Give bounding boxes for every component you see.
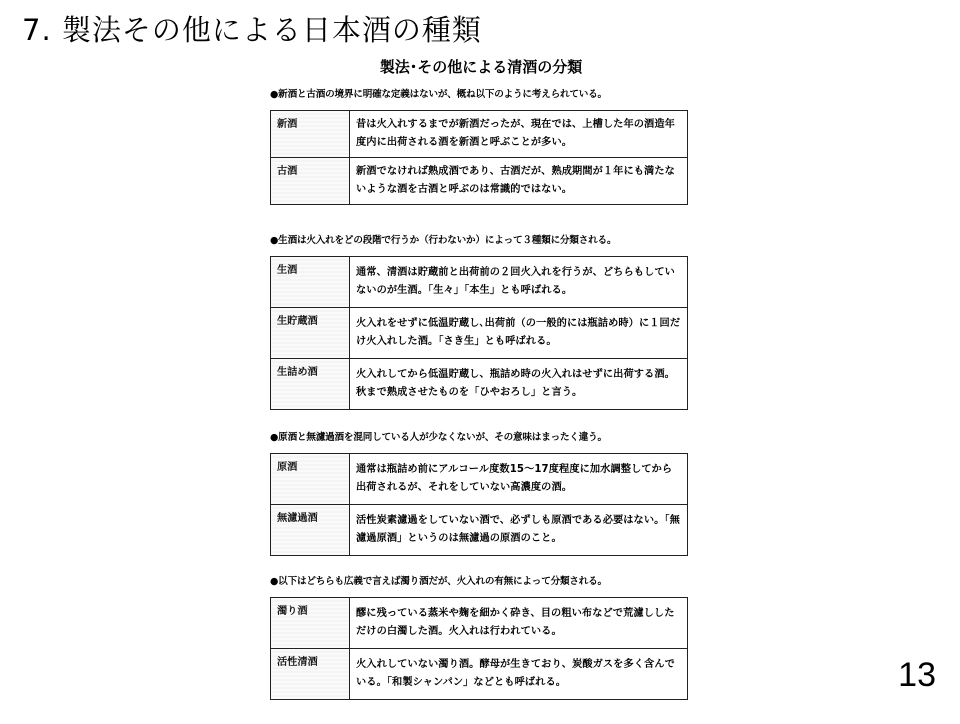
term-cell: 原酒 [271,454,350,505]
term-cell: 生貯蔵酒 [271,308,350,359]
description-cell: 昔は火入れするまでが新酒だったが、現在では、上槽した年の酒造年度内に出荷される酒を新酒と呼ぶことが多い。 [350,111,688,158]
section-new-old-sake [266,86,688,205]
section-genshu-muroka [266,429,688,556]
section-note: ●原酒と無濾過酒を混同している人が少なくないが、その意味はまったく違う。 [270,432,607,443]
description-cell: 通常、清酒は貯蔵前と出荷前の２回火入れを行うが、どちらもしていないのが生酒。「生々」「本生」とも呼ばれる。 [350,257,688,308]
classification-table [270,256,688,410]
term-cell: 古酒 [271,158,350,205]
term-cell: 新酒 [271,111,350,158]
section-nama-sake [266,232,688,410]
table-row [271,308,688,359]
description-cell: 火入れしていない濁り酒。酵母が生きており、炭酸ガスを多く含んでいる。「和製シャンパン」などとも呼ばれる。 [350,649,688,700]
table-row [271,359,688,410]
section-note: ●生酒は火入れをどの段階で行うか（行わないか）によって３種類に分類される。 [270,235,617,246]
term-cell: 生酒 [271,257,350,308]
table-row [271,505,688,556]
classification-table [270,453,688,556]
section-note: ●新酒と古酒の境界に明確な定義はないが、概ね以下のように考えられている。 [270,89,607,100]
description-cell: 火入れしてから低温貯蔵し、瓶詰め時の火入れはせずに出荷する酒。秋まで熟成させたものを「ひやおろし」と言う。 [350,359,688,410]
table-row [271,598,688,649]
table-row [271,454,688,505]
table-row [271,649,688,700]
description-cell: 火入れをせずに低温貯蔵し､出荷前（の一般的には瓶詰め時）に１回だけ火入れした酒。「さき生」とも呼ばれる。 [350,308,688,359]
description-cell: 醪に残っている蒸米や麹を細かく砕き、目の粗い布などで荒濾ししただけの白濁した酒。火入れは行われている。 [350,598,688,649]
document-title: 製法･その他による清酒の分類 [379,58,583,76]
description-cell: 活性炭素濾過をしていない酒で、必ずしも原酒である必要はない。「無濾過原酒」というのは無濾過の原酒のこと。 [350,505,688,556]
term-cell: 無濾過酒 [271,505,350,556]
page-number: 13 [898,656,936,694]
term-cell: 濁り酒 [271,598,350,649]
term-cell: 活性清酒 [271,649,350,700]
table-row [271,158,688,205]
description-cell: 通常は瓶詰め前にアルコール度数15～17度程度に加水調整してから出荷されるが、それをしていない高濃度の酒。 [350,454,688,505]
classification-table [270,597,688,700]
description-cell: 新酒でなければ熟成酒であり、古酒だが、熟成期間が１年にも満たないような酒を古酒と呼ぶのは常識的ではない。 [350,158,688,205]
slide-title: 7. 製法その他による日本酒の種類 [22,13,482,47]
table-row [271,111,688,158]
scanned-document [266,50,696,708]
section-note: ●以下はどちらも広義で言えば濁り酒だが、火入れの有無によって分類される。 [270,576,607,587]
term-cell: 生詰め酒 [271,359,350,410]
section-nigori-sake [266,573,688,700]
classification-table [270,110,688,205]
table-row [271,257,688,308]
